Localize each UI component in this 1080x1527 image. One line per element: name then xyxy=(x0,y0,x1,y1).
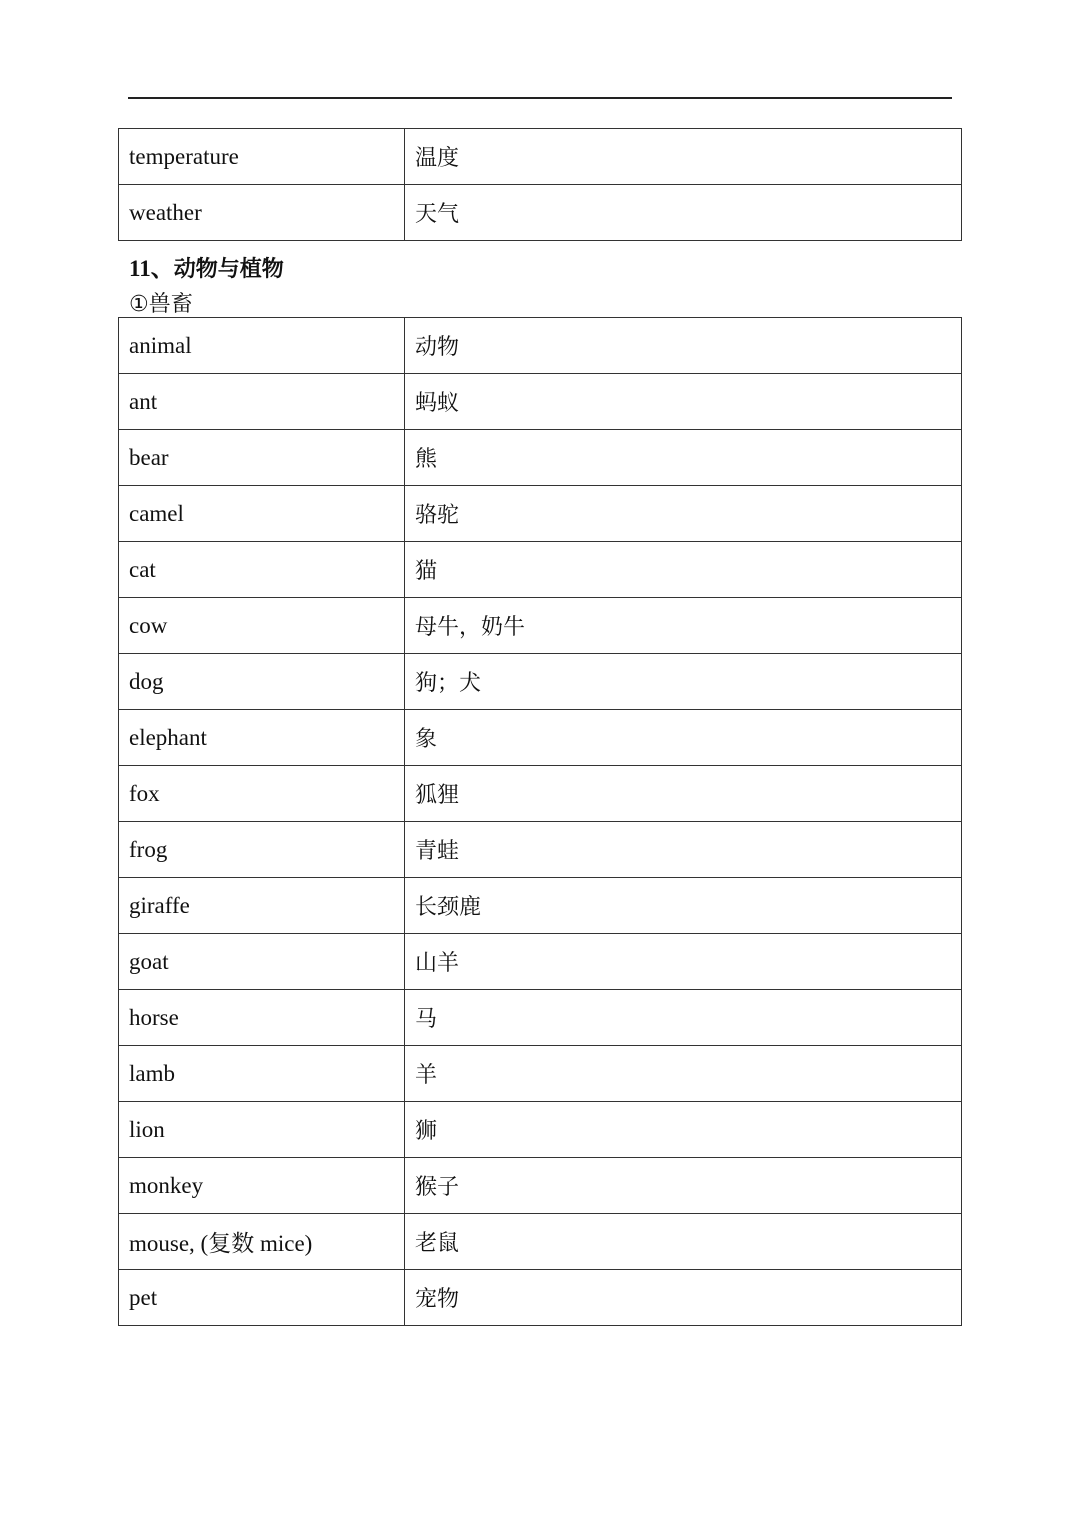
chinese-meaning-cell: 骆驼 xyxy=(405,486,962,542)
english-word-cell: dog xyxy=(119,654,405,710)
table-row xyxy=(119,654,962,710)
chinese-meaning-cell: 老鼠 xyxy=(405,1214,962,1270)
english-word-cell: cat xyxy=(119,542,405,598)
header-rule xyxy=(128,97,952,99)
table-row xyxy=(119,129,962,185)
table-row xyxy=(119,766,962,822)
table-row xyxy=(119,542,962,598)
table-row xyxy=(119,710,962,766)
chinese-meaning-cell: 母牛，奶牛 xyxy=(405,598,962,654)
weather-vocab-table xyxy=(118,128,962,241)
chinese-meaning-cell: 天气 xyxy=(405,185,962,241)
animal-vocab-body xyxy=(119,318,962,1326)
table-row xyxy=(119,185,962,241)
chinese-meaning-cell: 熊 xyxy=(405,430,962,486)
table-row xyxy=(119,1046,962,1102)
chinese-meaning-cell: 猴子 xyxy=(405,1158,962,1214)
table-row xyxy=(119,374,962,430)
chinese-meaning-cell: 羊 xyxy=(405,1046,962,1102)
chinese-meaning-cell: 青蛙 xyxy=(405,822,962,878)
chinese-meaning-cell: 宠物 xyxy=(405,1270,962,1326)
english-word-cell: ant xyxy=(119,374,405,430)
english-word-cell: giraffe xyxy=(119,878,405,934)
table-row xyxy=(119,990,962,1046)
english-word-cell: pet xyxy=(119,1270,405,1326)
english-word-cell: lamb xyxy=(119,1046,405,1102)
table-row xyxy=(119,318,962,374)
chinese-meaning-cell: 动物 xyxy=(405,318,962,374)
table-row xyxy=(119,1214,962,1270)
chinese-meaning-cell: 长颈鹿 xyxy=(405,878,962,934)
table-row xyxy=(119,1270,962,1326)
english-word-cell: mouse, (复数 mice) xyxy=(119,1214,405,1270)
chinese-meaning-cell: 狗；犬 xyxy=(405,654,962,710)
table-row xyxy=(119,430,962,486)
english-word-cell: lion xyxy=(119,1102,405,1158)
table-row xyxy=(119,486,962,542)
section-title xyxy=(129,250,284,283)
english-word-cell: bear xyxy=(119,430,405,486)
chinese-meaning-cell: 山羊 xyxy=(405,934,962,990)
chinese-meaning-cell: 象 xyxy=(405,710,962,766)
chinese-meaning-cell: 狐狸 xyxy=(405,766,962,822)
table-row xyxy=(119,934,962,990)
section-number: 11、 xyxy=(129,256,174,281)
chinese-meaning-cell: 马 xyxy=(405,990,962,1046)
section-title-text: 动物与植物 xyxy=(173,257,284,282)
table-row xyxy=(119,1102,962,1158)
english-word-cell: temperature xyxy=(119,129,405,185)
table-row xyxy=(119,598,962,654)
chinese-meaning-cell: 温度 xyxy=(405,129,962,185)
english-word-cell: goat xyxy=(119,934,405,990)
english-word-cell: camel xyxy=(119,486,405,542)
table-row xyxy=(119,1158,962,1214)
english-word-cell: animal xyxy=(119,318,405,374)
subsection-title: ①兽畜 xyxy=(129,292,193,317)
english-word-cell: frog xyxy=(119,822,405,878)
weather-vocab-body xyxy=(119,129,962,241)
english-word-cell: cow xyxy=(119,598,405,654)
chinese-meaning-cell: 猫 xyxy=(405,542,962,598)
table-row xyxy=(119,878,962,934)
chinese-meaning-cell: 蚂蚁 xyxy=(405,374,962,430)
english-word-cell: horse xyxy=(119,990,405,1046)
english-word-cell: elephant xyxy=(119,710,405,766)
english-word-cell: fox xyxy=(119,766,405,822)
chinese-meaning-cell: 狮 xyxy=(405,1102,962,1158)
english-word-cell: monkey xyxy=(119,1158,405,1214)
english-word-cell: weather xyxy=(119,185,405,241)
table-row xyxy=(119,822,962,878)
animal-vocab-table xyxy=(118,317,962,1326)
